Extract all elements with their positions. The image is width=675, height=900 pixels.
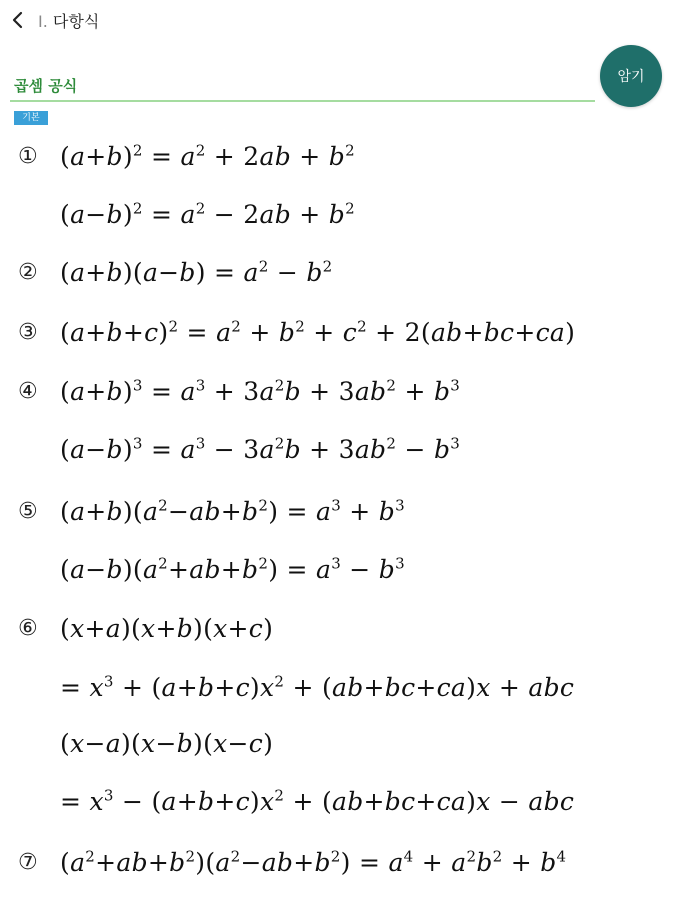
formula-row — [0, 495, 675, 545]
basic-badge: 기본 — [14, 111, 48, 125]
formula-text: $(a+b)^2 = a^2 + 2ab + b^2$ — [60, 141, 355, 171]
formula-row — [0, 612, 675, 662]
page-title — [38, 9, 99, 32]
formula-number: ⑦ — [18, 850, 38, 875]
formula-row — [0, 785, 675, 835]
formula-text: = $x^3 - (a+b+c)x^2 + (ab+bc+ca)x$ − abc — [60, 786, 575, 816]
formula-row — [0, 256, 675, 306]
chapter-title: 다항식 — [52, 12, 100, 31]
section-divider — [10, 100, 595, 102]
formula-text: (x−a)(x−b)(x−c) — [60, 729, 274, 758]
formula-number: ① — [18, 144, 38, 169]
formula-number: ② — [18, 260, 38, 285]
formula-row — [0, 846, 675, 896]
memorize-button[interactable]: 암기 — [600, 45, 662, 107]
formula-text: $(a-b)^2 = a^2 - 2ab + b^2$ — [60, 199, 355, 229]
formula-row — [0, 316, 675, 366]
formula-row — [0, 671, 675, 721]
formula-text: $(a+b)^3 = a^3 + 3a^2b + 3ab^2 + b^3$ — [60, 376, 461, 406]
formula-row — [0, 375, 675, 425]
section-title: 곱셈 공식 — [14, 77, 78, 95]
formula-text: (x+a)(x+b)(x+c) — [60, 614, 274, 643]
formula-text: $(a+b)(a-b) = a^2 - b^2$ — [60, 257, 333, 287]
chevron-left-icon[interactable] — [8, 10, 28, 30]
formula-row — [0, 198, 675, 248]
formula-text: $(a+b+c)^2 = a^2 + b^2 + c^2 + 2(ab+bc+ca)$ — [60, 317, 576, 347]
formula-text: = $x^3 + (a+b+c)x^2 + (ab+bc+ca)x$ + abc — [60, 672, 575, 702]
formula-text: $(a-b)(a^2+ab+b^2) = a^3 - b^3$ — [60, 554, 405, 584]
formula-number: ⑥ — [18, 616, 38, 641]
formula-row — [0, 140, 675, 190]
formula-row — [0, 433, 675, 483]
formula-number: ④ — [18, 379, 38, 404]
formula-row — [0, 553, 675, 603]
formula-text: $(a+b)(a^2-ab+b^2) = a^3 + b^3$ — [60, 496, 405, 526]
formula-text: $(a-b)^3 = a^3 - 3a^2b + 3ab^2 - b^3$ — [60, 434, 461, 464]
chapter-number: Ⅰ. — [38, 12, 48, 31]
formula-number: ⑤ — [18, 499, 38, 524]
formula-number: ③ — [18, 320, 38, 345]
formula-text: $(a^2+ab+b^2)(a^2-ab+b^2) = a^4 + a^2b^2 + b^4$ — [60, 847, 567, 877]
top-bar — [0, 0, 675, 40]
formula-row — [0, 727, 675, 777]
